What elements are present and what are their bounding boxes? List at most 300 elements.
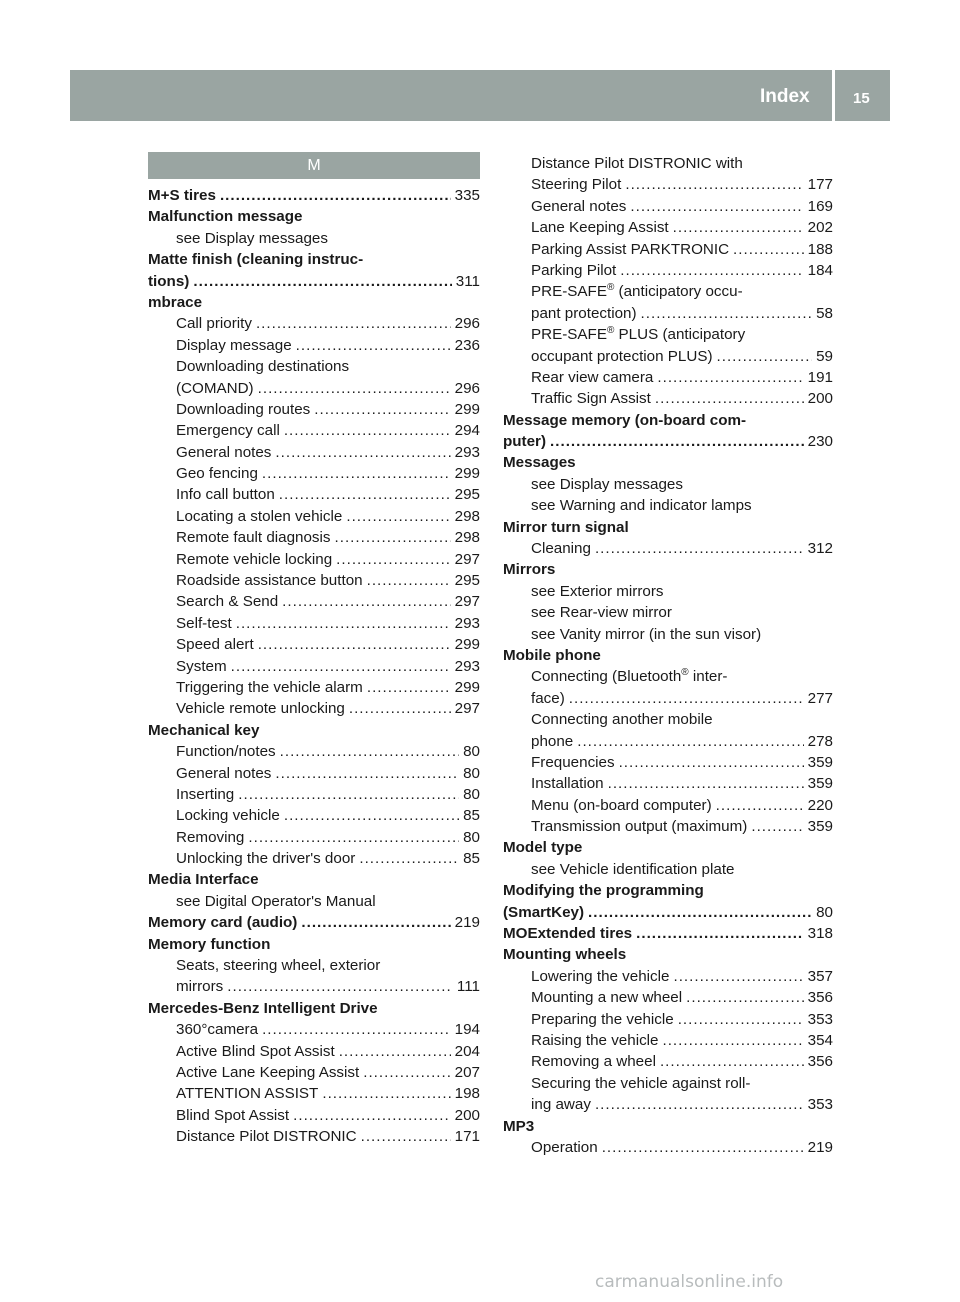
entry-text: see Display messages <box>531 475 683 493</box>
page-reference: 299 <box>454 636 480 654</box>
entry-text: phone <box>531 732 574 750</box>
page-reference: 277 <box>807 689 833 707</box>
index-entry <box>503 645 833 666</box>
entry-text: see Rear-view mirror <box>531 604 672 622</box>
page-reference: 356 <box>807 1053 833 1071</box>
entry-text: Remote fault diagnosis <box>176 529 331 547</box>
entry-text: see Digital Operator's Manual <box>176 892 376 910</box>
page-reference: 191 <box>807 368 833 386</box>
entry-text: Parking Pilot <box>531 261 617 279</box>
dot-leader <box>193 271 451 292</box>
index-subentry <box>148 1041 480 1062</box>
index-subentry <box>148 463 480 484</box>
page-reference: 357 <box>807 967 833 985</box>
dot-leader <box>602 1137 804 1158</box>
index-subentry <box>503 1073 833 1094</box>
index-entry <box>503 431 833 452</box>
index-subentry <box>503 174 833 195</box>
dot-leader <box>550 431 804 452</box>
entry-text: Steering Pilot <box>531 176 622 194</box>
entry-text: Modifying the programming <box>503 882 704 900</box>
dot-leader <box>678 1009 804 1030</box>
index-subentry <box>503 303 833 324</box>
dot-leader <box>275 763 459 784</box>
entry-text: Securing the vehicle against roll- <box>531 1074 751 1092</box>
entry-text: Locating a stolen vehicle <box>176 507 343 525</box>
page-reference: 80 <box>463 828 480 846</box>
page-reference: 85 <box>463 850 480 868</box>
page-reference: 296 <box>454 315 480 333</box>
entry-text: Message memory (on-board com- <box>503 411 747 429</box>
entry-text: Mounting a new wheel <box>531 989 683 1007</box>
entry-text: Parking Assist PARKTRONIC <box>531 240 730 258</box>
index-subentry <box>148 976 480 997</box>
index-subentry <box>503 731 833 752</box>
index-column-right <box>503 153 833 1158</box>
page-reference: 207 <box>454 1064 480 1081</box>
entry-text: Malfunction message <box>148 208 303 226</box>
dot-leader <box>258 634 451 655</box>
index-entry <box>148 720 480 741</box>
index-entry <box>503 880 833 901</box>
entry-text: ATTENTION ASSIST <box>176 1085 319 1103</box>
page-reference: 188 <box>807 240 833 258</box>
index-subentry <box>148 613 480 634</box>
dot-leader <box>630 196 803 217</box>
index-subentry <box>148 805 480 826</box>
entry-text: Preparing the vehicle <box>531 1010 674 1028</box>
page-reference: 295 <box>454 572 480 590</box>
entry-text: Vehicle remote unlocking <box>176 700 345 718</box>
index-subentry <box>503 581 833 602</box>
dot-leader <box>236 613 451 634</box>
dot-leader <box>335 527 451 548</box>
entry-text: Traffic Sign Assist <box>531 390 651 408</box>
dot-leader <box>262 463 451 484</box>
dot-leader <box>751 816 803 837</box>
dot-leader <box>282 591 450 612</box>
dot-leader <box>301 912 450 933</box>
page-reference: 278 <box>807 732 833 750</box>
dot-leader <box>280 741 459 762</box>
page-reference: 297 <box>454 593 480 611</box>
index-subentry <box>148 549 480 570</box>
entry-text: Mirror turn signal <box>503 518 629 536</box>
dot-leader <box>339 1041 451 1062</box>
index-subentry <box>503 1051 833 1072</box>
index-subentry <box>148 634 480 655</box>
index-entry <box>148 206 480 227</box>
index-subentry <box>148 313 480 334</box>
dot-leader <box>336 549 450 570</box>
page-reference: 236 <box>454 336 480 354</box>
index-subentry <box>148 955 480 976</box>
dot-leader <box>293 1105 451 1126</box>
entry-text: occupant protection PLUS) <box>531 347 713 365</box>
index-subentry <box>503 153 833 174</box>
entry-text: Media Interface <box>148 871 259 889</box>
index-subentry <box>148 848 480 869</box>
dot-leader <box>657 367 803 388</box>
page-number: 15 <box>853 90 870 107</box>
entry-text: Frequencies <box>531 753 615 771</box>
index-subentry <box>503 388 833 409</box>
index-subentry <box>148 356 480 377</box>
page-reference: 59 <box>816 347 833 365</box>
page-reference: 219 <box>454 914 480 932</box>
entry-text: Remote vehicle locking <box>176 550 333 568</box>
section-letter: M <box>148 152 480 179</box>
entry-text: Mounting wheels <box>503 946 627 964</box>
page-reference: 335 <box>454 186 480 204</box>
entry-text: Memory function <box>148 935 271 953</box>
dot-leader <box>662 1030 803 1051</box>
page-reference: 171 <box>454 1128 480 1146</box>
dot-leader <box>346 506 450 527</box>
entry-text: Mechanical key <box>148 721 260 739</box>
entry-text: General notes <box>531 197 627 215</box>
entry-text: Blind Spot Assist <box>176 1106 290 1124</box>
entry-text: Emergency call <box>176 422 280 440</box>
page-reference: 194 <box>454 1021 480 1039</box>
index-entry <box>148 249 480 270</box>
entry-text: mirrors <box>176 978 224 996</box>
entry-text: PRE-SAFE® PLUS (anticipatory <box>531 325 746 344</box>
page-reference: 299 <box>454 400 480 418</box>
index-subentry <box>503 602 833 623</box>
index-entry <box>148 934 480 955</box>
dot-leader <box>569 688 804 709</box>
index-list-left <box>148 185 480 1148</box>
index-subentry <box>148 1083 480 1104</box>
dot-leader <box>284 420 451 441</box>
dot-leader <box>322 1083 450 1104</box>
index-column-left <box>148 152 480 1148</box>
index-entry <box>148 912 480 933</box>
entry-text: Messages <box>503 454 576 472</box>
index-subentry <box>148 570 480 591</box>
entry-text: face) <box>531 689 565 707</box>
entry-text: Model type <box>503 839 583 857</box>
index-subentry <box>503 538 833 559</box>
entry-text: Lowering the vehicle <box>531 967 670 985</box>
entry-text: tions) <box>148 272 190 290</box>
dot-leader <box>608 773 804 794</box>
dot-leader <box>595 1094 804 1115</box>
index-entry <box>148 870 480 891</box>
page-reference: 359 <box>807 753 833 771</box>
index-subentry <box>148 399 480 420</box>
entry-text: Downloading destinations <box>176 358 350 376</box>
index-subentry <box>503 966 833 987</box>
entry-text: mbrace <box>148 293 203 311</box>
entry-text: Removing <box>176 828 245 846</box>
dot-leader <box>314 399 450 420</box>
index-subentry <box>503 666 833 687</box>
entry-text: see Display messages <box>176 229 328 247</box>
index-entry <box>503 838 833 859</box>
index-subentry <box>148 228 480 249</box>
page-reference: 298 <box>454 529 480 547</box>
entry-text: (SmartKey) <box>503 903 585 921</box>
dot-leader <box>275 442 450 463</box>
page-reference: 111 <box>456 978 480 996</box>
index-subentry <box>148 335 480 356</box>
dot-leader <box>220 185 451 206</box>
index-subentry <box>503 709 833 730</box>
dot-leader <box>248 827 459 848</box>
entry-text: Transmission output (maximum) <box>531 818 748 836</box>
index-subentry <box>148 1126 480 1147</box>
index-subentry <box>503 367 833 388</box>
page-reference: 293 <box>454 657 480 675</box>
page-reference: 297 <box>454 700 480 718</box>
dot-leader <box>733 239 804 260</box>
dot-leader <box>588 902 812 923</box>
header-title: Index <box>760 86 810 107</box>
entry-text: Operation <box>531 1138 598 1156</box>
index-subentry <box>148 484 480 505</box>
entry-text: General notes <box>176 443 272 461</box>
page-reference: 359 <box>807 775 833 793</box>
entry-text: see Warning and indicator lamps <box>531 497 752 515</box>
dot-leader <box>262 1019 451 1040</box>
index-list-right <box>503 153 833 1158</box>
page-reference: 353 <box>807 1010 833 1028</box>
dot-leader <box>227 976 453 997</box>
page-reference: 80 <box>463 764 480 782</box>
entry-text: Self-test <box>176 614 232 632</box>
entry-text: Cleaning <box>531 540 591 558</box>
index-subentry <box>503 196 833 217</box>
watermark: carmanualsonline.info <box>595 1272 784 1292</box>
index-entry <box>503 517 833 538</box>
dot-leader <box>660 1051 804 1072</box>
dot-leader <box>577 731 803 752</box>
index-entry <box>148 998 480 1019</box>
entry-text: puter) <box>503 433 547 451</box>
entry-text: see Exterior mirrors <box>531 582 664 600</box>
index-subentry <box>148 891 480 912</box>
dot-leader <box>595 538 804 559</box>
index-entry <box>503 410 833 431</box>
entry-text: Distance Pilot DISTRONIC with <box>531 154 743 172</box>
entry-text: Locking vehicle <box>176 807 280 825</box>
index-subentry <box>503 324 833 345</box>
entry-text: ing away <box>531 1096 591 1114</box>
index-subentry <box>148 677 480 698</box>
page-reference: 230 <box>807 433 833 451</box>
page-reference: 299 <box>454 465 480 483</box>
dot-leader <box>717 346 813 367</box>
index-subentry <box>503 1094 833 1115</box>
entry-text: System <box>176 657 227 675</box>
index-subentry <box>503 217 833 238</box>
dot-leader <box>673 966 803 987</box>
page-reference: 80 <box>463 743 480 761</box>
dot-leader <box>686 987 804 1008</box>
index-entry <box>503 1116 833 1137</box>
entry-text: Speed alert <box>176 636 254 654</box>
page-reference: 318 <box>807 925 833 943</box>
index-subentry <box>148 527 480 548</box>
entry-text: Geo fencing <box>176 465 258 483</box>
index-subentry <box>503 816 833 837</box>
entry-text: 360°camera <box>176 1021 259 1039</box>
page-reference: 200 <box>454 1106 480 1124</box>
page-reference: 80 <box>463 785 480 803</box>
page-reference: 198 <box>454 1085 480 1103</box>
index-subentry <box>503 346 833 367</box>
index-subentry <box>503 474 833 495</box>
entry-text: see Vehicle identification plate <box>531 860 735 878</box>
page-reference: 299 <box>454 678 480 696</box>
index-subentry <box>503 624 833 645</box>
index-subentry <box>503 859 833 880</box>
dot-leader <box>673 217 804 238</box>
dot-leader <box>363 1062 450 1083</box>
dot-leader <box>231 656 451 677</box>
entry-text: Inserting <box>176 785 235 803</box>
entry-text: Display message <box>176 336 292 354</box>
entry-text: Active Blind Spot Assist <box>176 1042 335 1060</box>
index-subentry <box>148 506 480 527</box>
entry-text: Downloading routes <box>176 400 311 418</box>
dot-leader <box>619 752 804 773</box>
page-reference: 202 <box>807 219 833 237</box>
index-subentry <box>503 795 833 816</box>
entry-text: (COMAND) <box>176 379 254 397</box>
entry-text: MOExtended tires <box>503 925 633 943</box>
index-subentry <box>148 1105 480 1126</box>
index-subentry <box>503 239 833 260</box>
page-reference: 359 <box>807 818 833 836</box>
entry-text: Mirrors <box>503 561 556 579</box>
dot-leader <box>655 388 804 409</box>
index-subentry <box>503 1009 833 1030</box>
page-reference: 184 <box>807 261 833 279</box>
page-reference: 169 <box>807 197 833 215</box>
page-reference: 177 <box>807 176 833 194</box>
page-reference: 311 <box>455 272 480 290</box>
entry-text: Roadside assistance button <box>176 572 363 590</box>
index-subentry <box>503 1137 833 1158</box>
entry-text: Function/notes <box>176 743 276 761</box>
entry-text: Raising the vehicle <box>531 1032 659 1049</box>
dot-leader <box>258 378 451 399</box>
index-subentry <box>503 773 833 794</box>
dot-leader <box>716 795 804 816</box>
entry-text: PRE-SAFE® (anticipatory occu- <box>531 282 743 301</box>
entry-text: Menu (on-board computer) <box>531 796 712 814</box>
page-reference: 293 <box>454 443 480 461</box>
index-subentry <box>503 260 833 281</box>
index-entry <box>503 902 833 923</box>
entry-text: Connecting another mobile <box>531 711 713 729</box>
dot-leader <box>620 260 803 281</box>
page-reference: 80 <box>816 903 833 921</box>
index-subentry <box>503 752 833 773</box>
page-reference: 354 <box>807 1032 833 1049</box>
index-subentry <box>148 591 480 612</box>
entry-text: Installation <box>531 775 604 793</box>
entry-text: Active Lane Keeping Assist <box>176 1064 360 1081</box>
dot-leader <box>361 1126 451 1147</box>
index-subentry <box>148 763 480 784</box>
entry-text: Lane Keeping Assist <box>531 219 669 237</box>
entry-text: Mercedes-Benz Intelligent Drive <box>148 999 378 1017</box>
page-reference: 293 <box>454 614 480 632</box>
page-reference: 200 <box>807 390 833 408</box>
index-subentry <box>148 827 480 848</box>
dot-leader <box>636 923 804 944</box>
entry-text: pant protection) <box>531 304 637 322</box>
index-subentry <box>503 987 833 1008</box>
page-reference: 220 <box>807 796 833 814</box>
dot-leader <box>238 784 459 805</box>
dot-leader <box>296 335 451 356</box>
index-subentry <box>148 698 480 719</box>
page-reference: 353 <box>807 1096 833 1114</box>
index-entry <box>148 292 480 313</box>
entry-text: Matte finish (cleaning instruc- <box>148 251 364 269</box>
entry-text: Seats, steering wheel, exterior <box>176 957 381 975</box>
entry-text: Triggering the vehicle alarm <box>176 678 363 696</box>
index-subentry <box>148 378 480 399</box>
index-subentry <box>148 741 480 762</box>
dot-leader <box>349 698 451 719</box>
page-reference: 296 <box>454 379 480 397</box>
index-entry <box>148 185 480 206</box>
page-reference: 312 <box>807 540 833 558</box>
entry-text: Search & Send <box>176 593 279 611</box>
dot-leader <box>359 848 459 869</box>
index-subentry <box>148 1019 480 1040</box>
index-entry <box>148 271 480 292</box>
page-reference: 85 <box>463 807 480 825</box>
entry-text: Distance Pilot DISTRONIC <box>176 1128 357 1146</box>
index-subentry <box>148 656 480 677</box>
entry-text: Info call button <box>176 486 275 504</box>
entry-text: M+S tires <box>148 186 216 204</box>
index-entry <box>503 452 833 473</box>
index-entry <box>503 559 833 580</box>
index-subentry <box>148 1062 480 1083</box>
page-reference: 298 <box>454 507 480 525</box>
dot-leader <box>625 174 803 195</box>
dot-leader <box>279 484 451 505</box>
index-subentry <box>148 784 480 805</box>
page-reference: 204 <box>454 1042 480 1060</box>
entry-text: General notes <box>176 764 272 782</box>
index-subentry <box>148 420 480 441</box>
index-subentry <box>148 442 480 463</box>
entry-text: see Vanity mirror (in the sun visor) <box>531 625 762 643</box>
index-entry <box>503 944 833 965</box>
index-subentry <box>503 688 833 709</box>
dot-leader <box>367 677 451 698</box>
entry-text: MP3 <box>503 1117 535 1135</box>
page-reference: 297 <box>454 550 480 568</box>
page-reference: 219 <box>807 1138 833 1156</box>
index-entry <box>503 923 833 944</box>
page-reference: 294 <box>454 422 480 440</box>
page-reference: 58 <box>816 304 833 322</box>
entry-text: Call priority <box>176 315 252 333</box>
entry-text: Connecting (Bluetooth® inter- <box>531 667 728 686</box>
entry-text: Memory card (audio) <box>148 914 298 932</box>
header-separator <box>832 70 835 121</box>
